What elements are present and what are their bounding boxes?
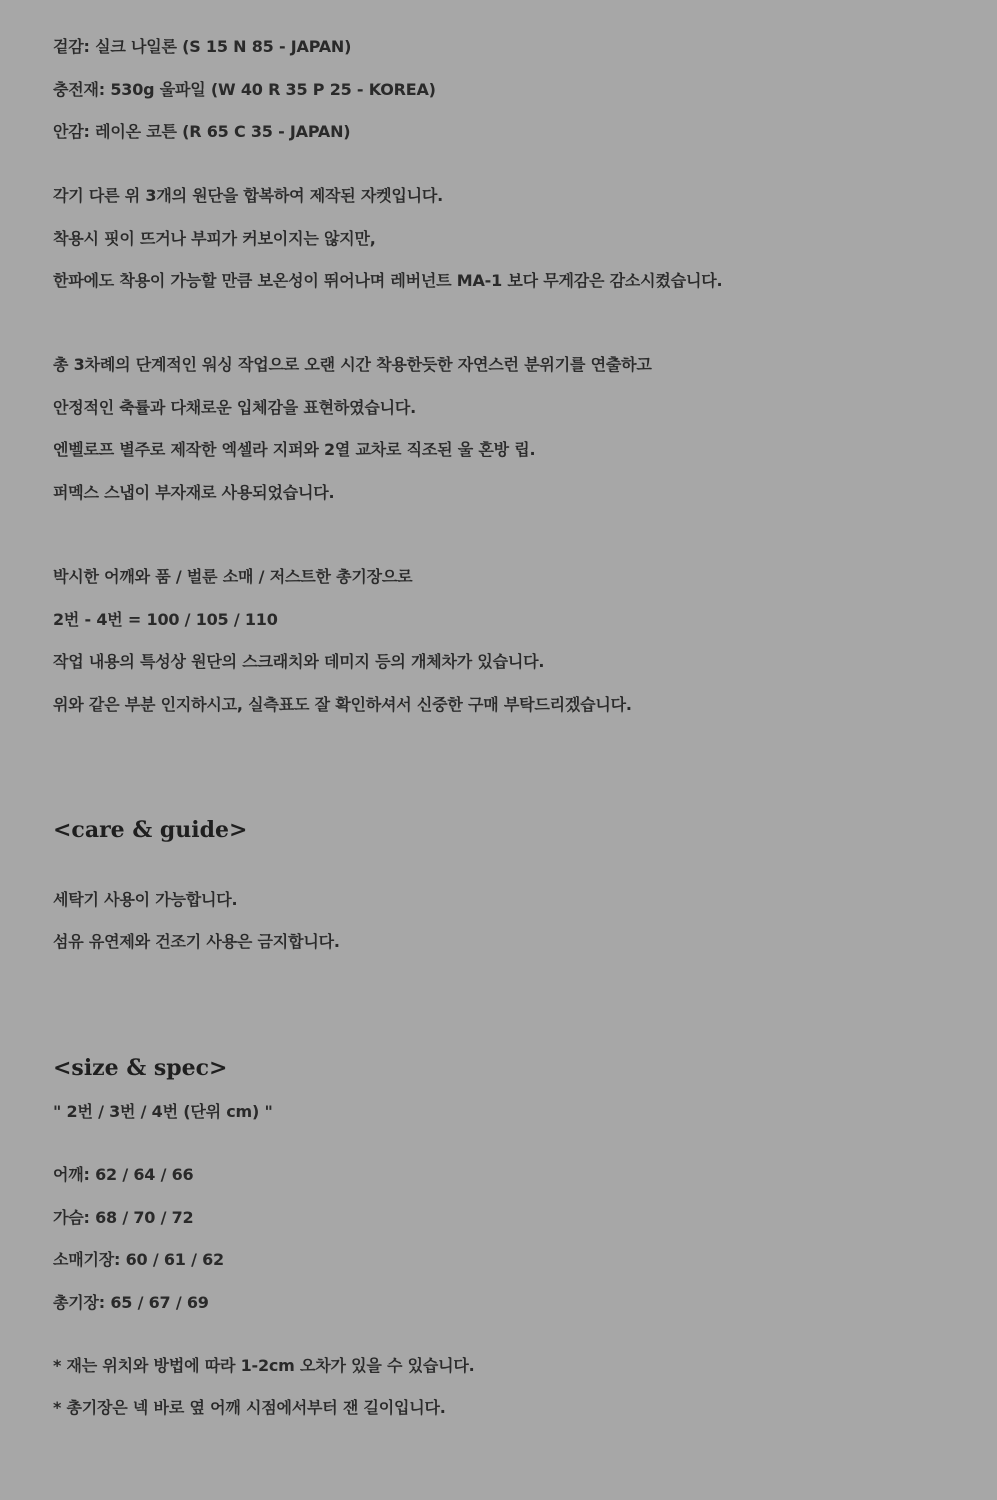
size-row-sleeve: 소매기장: 60 / 61 / 62 (53, 1250, 224, 1269)
size-unit-note: " 2번 / 3번 / 4번 (단위 cm) " (53, 1102, 273, 1121)
description-line: 2번 - 4번 = 100 / 105 / 110 (53, 610, 278, 629)
care-line: 섬유 유연제와 건조기 사용은 금지합니다. (53, 932, 340, 951)
description-line: 작업 내용의 특성상 원단의 스크래치와 데미지 등의 개체차가 있습니다. (53, 652, 545, 671)
description-line: 엔벨로프 별주로 제작한 엑셀라 지퍼와 2열 교차로 직조된 울 혼방 립. (53, 440, 536, 459)
care-line: 세탁기 사용이 가능합니다. (53, 890, 238, 909)
description-line: 총 3차례의 단계적인 워싱 작업으로 오랜 시간 착용한듯한 자연스런 분위기를 연출하고 (53, 355, 652, 374)
material-lining: 안감: 레이온 코튼 (R 65 C 35 - JAPAN) (53, 122, 351, 141)
description-line: 퍼멕스 스냅이 부자재로 사용되었습니다. (53, 483, 335, 502)
description-line: 안정적인 축률과 다채로운 입체감을 표현하였습니다. (53, 398, 416, 417)
size-note: * 총기장은 넥 바로 옆 어깨 시점에서부터 잰 길이입니다. (53, 1398, 446, 1417)
description-line: 한파에도 착용이 가능할 만큼 보온성이 뛰어나며 레버넌트 MA-1 보다 무게감은 감소시켰습니다. (53, 271, 723, 290)
description-line: 각기 다른 위 3개의 원단을 합복하여 제작된 자켓입니다. (53, 186, 444, 205)
material-outer: 겉감: 실크 나일론 (S 15 N 85 - JAPAN) (53, 37, 352, 56)
size-row-shoulder: 어깨: 62 / 64 / 66 (53, 1165, 194, 1184)
description-line: 박시한 어깨와 품 / 벌룬 소매 / 저스트한 총기장으로 (53, 567, 413, 586)
description-line: 착용시 핏이 뜨거나 부피가 커보이지는 않지만, (53, 229, 376, 248)
size-row-length: 총기장: 65 / 67 / 69 (53, 1293, 209, 1312)
size-spec-heading: <size & spec> (53, 1055, 228, 1081)
material-filling: 충전재: 530g 울파일 (W 40 R 35 P 25 - KOREA) (53, 80, 436, 99)
description-line: 위와 같은 부분 인지하시고, 실측표도 잘 확인하셔서 신중한 구매 부탁드리겠습니다. (53, 695, 632, 714)
size-row-chest: 가슴: 68 / 70 / 72 (53, 1208, 194, 1227)
size-note: * 재는 위치와 방법에 따라 1-2cm 오차가 있을 수 있습니다. (53, 1356, 475, 1375)
care-guide-heading: <care & guide> (53, 817, 248, 843)
